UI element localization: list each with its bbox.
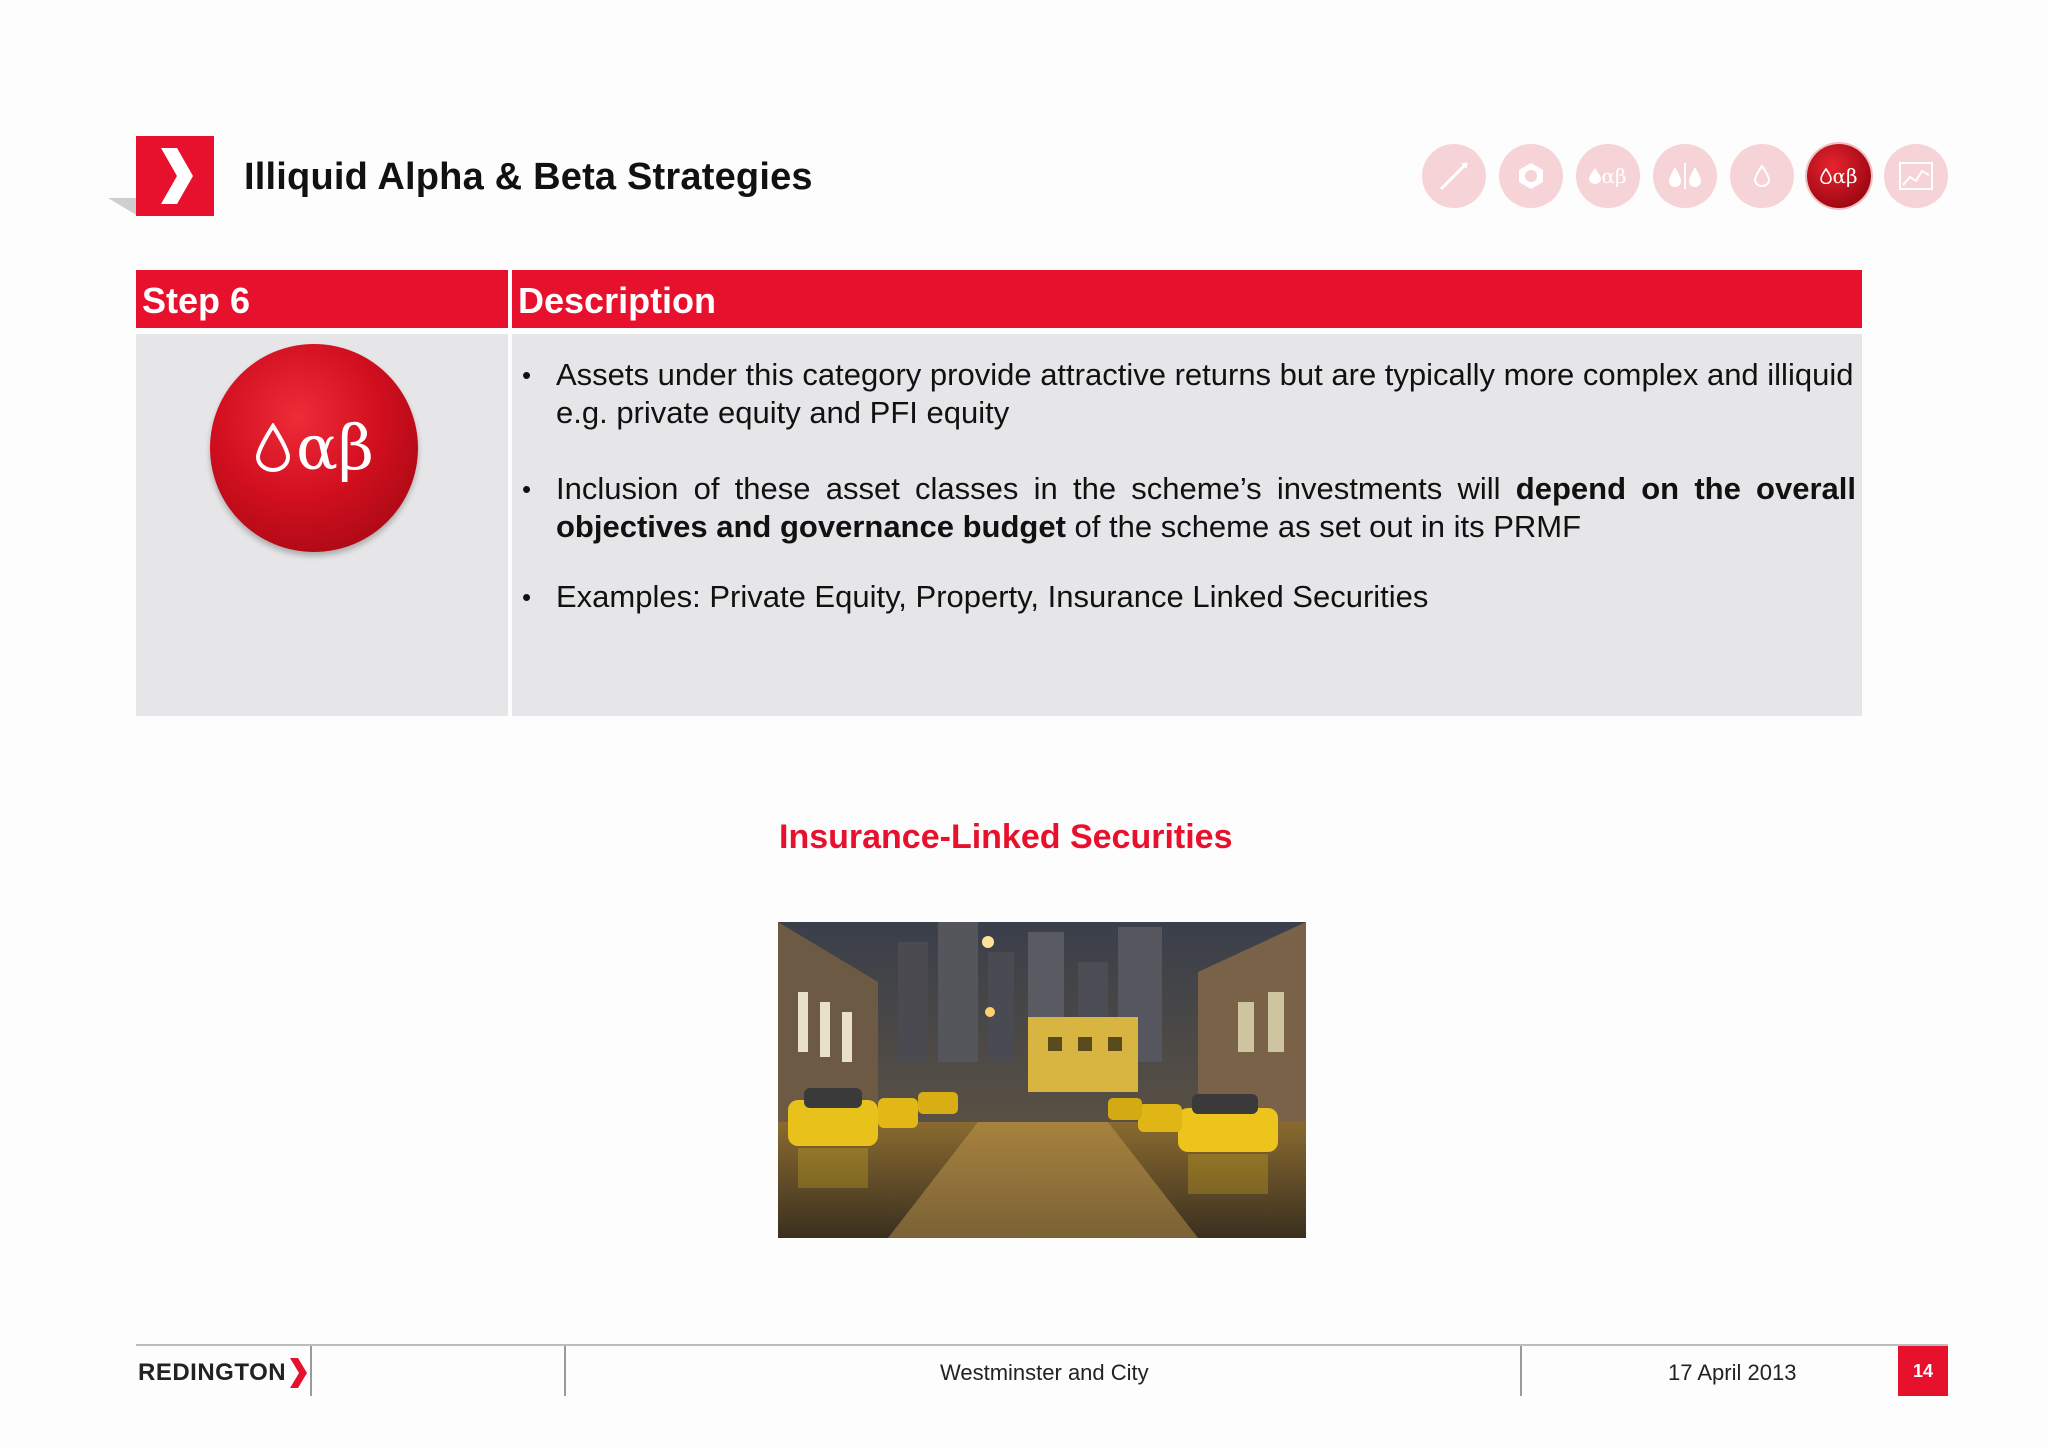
hexagon-icon[interactable] — [1499, 144, 1563, 208]
page-number: 14 — [1898, 1346, 1948, 1396]
brand-chevron-icon — [288, 1358, 308, 1388]
drop-icon[interactable] — [1730, 144, 1794, 208]
drops-icon[interactable] — [1653, 144, 1717, 208]
section-nav — [1422, 144, 1948, 208]
flooded-street-photo — [778, 922, 1306, 1238]
bullet-list — [518, 356, 1856, 616]
drop-alpha-beta-active-icon[interactable] — [1807, 144, 1871, 208]
footer-separator — [1520, 1346, 1522, 1396]
step-header: Step 6 — [136, 270, 508, 328]
bullet-item: • Examples: Private Equity, Property, Insurance Linked Securities — [518, 578, 1856, 616]
description-header: Description — [512, 270, 1862, 328]
footer-separator — [564, 1346, 566, 1396]
description-cell — [512, 334, 1862, 716]
brand-name: REDINGTON — [138, 1359, 287, 1386]
title-shadow — [108, 198, 138, 216]
photo-caption: Insurance-Linked Securities — [779, 818, 1233, 856]
bullet-item: • Assets under this category provide attractive returns but are typically more complex and illiquid e.g. private equity and PFI equity — [518, 356, 1856, 432]
nav-label: αβ — [1601, 164, 1627, 188]
chart-icon[interactable] — [1884, 144, 1948, 208]
compass-icon[interactable] — [1422, 144, 1486, 208]
footer-separator — [310, 1346, 312, 1396]
footer-divider — [136, 1344, 1948, 1346]
logo-label: αβ — [296, 411, 374, 484]
drop-alpha-beta-icon[interactable] — [1576, 144, 1640, 208]
title-chevron-icon — [136, 136, 214, 216]
bullet-item: • Inclusion of these asset classes in the scheme’s investments will depend on the overall objectives and governance budget of the scheme as set out in its PRMF — [518, 470, 1856, 546]
footer-venue: Westminster and City — [940, 1360, 1149, 1385]
drop-alpha-beta-logo — [210, 344, 418, 552]
footer-date: 17 April 2013 — [1668, 1360, 1797, 1385]
page-title: Illiquid Alpha & Beta Strategies — [244, 156, 813, 198]
brand-logo — [138, 1358, 308, 1388]
nav-label: αβ — [1832, 164, 1858, 188]
